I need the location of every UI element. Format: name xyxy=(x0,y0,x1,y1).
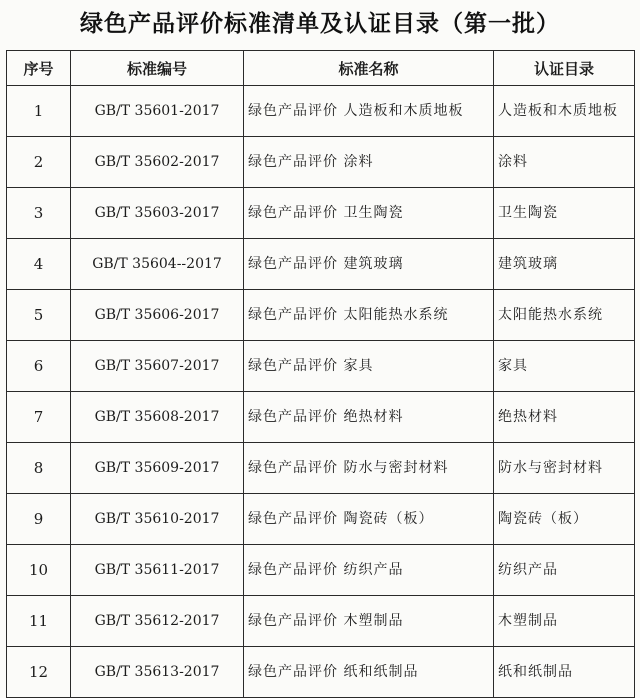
serial-no-cell: 2 xyxy=(7,137,71,188)
certification-catalog-cell: 纺织产品 xyxy=(494,545,635,596)
table-row xyxy=(7,341,635,392)
standard-name-cell: 绿色产品评价 建筑玻璃 xyxy=(244,239,494,290)
standard-code-cell: GB/T 35602-2017 xyxy=(71,137,244,188)
standard-code-cell: GB/T 35613-2017 xyxy=(71,647,244,698)
standard-code-cell: GB/T 35612-2017 xyxy=(71,596,244,647)
certification-catalog-cell: 涂料 xyxy=(494,137,635,188)
standard-code-cell: GB/T 35609-2017 xyxy=(71,443,244,494)
header-serial-no: 序号 xyxy=(7,51,71,86)
standard-code-cell: GB/T 35601-2017 xyxy=(71,86,244,137)
standard-name-cell: 绿色产品评价 防水与密封材料 xyxy=(244,443,494,494)
standard-code-cell: GB/T 35608-2017 xyxy=(71,392,244,443)
standard-name-cell: 绿色产品评价 涂料 xyxy=(244,137,494,188)
standard-name-cell: 绿色产品评价 陶瓷砖（板） xyxy=(244,494,494,545)
serial-no-cell: 8 xyxy=(7,443,71,494)
certification-catalog-cell: 卫生陶瓷 xyxy=(494,188,635,239)
standard-code-cell: GB/T 35610-2017 xyxy=(71,494,244,545)
serial-no-cell: 11 xyxy=(7,596,71,647)
serial-no-cell: 1 xyxy=(7,86,71,137)
serial-no-cell: 9 xyxy=(7,494,71,545)
certification-catalog-cell: 纸和纸制品 xyxy=(494,647,635,698)
standard-code-cell: GB/T 35607-2017 xyxy=(71,341,244,392)
table-row xyxy=(7,188,635,239)
standard-code-cell: GB/T 35604--2017 xyxy=(71,239,244,290)
standard-code-cell: GB/T 35611-2017 xyxy=(71,545,244,596)
table-row xyxy=(7,86,635,137)
table-row xyxy=(7,545,635,596)
standard-name-cell: 绿色产品评价 家具 xyxy=(244,341,494,392)
serial-no-cell: 7 xyxy=(7,392,71,443)
table-row xyxy=(7,494,635,545)
standard-name-cell: 绿色产品评价 纺织产品 xyxy=(244,545,494,596)
standard-name-cell: 绿色产品评价 卫生陶瓷 xyxy=(244,188,494,239)
certification-catalog-cell: 家具 xyxy=(494,341,635,392)
standards-table xyxy=(6,50,635,698)
document-title: 绿色产品评价标准清单及认证目录（第一批） xyxy=(80,10,560,37)
serial-no-cell: 6 xyxy=(7,341,71,392)
standard-name-cell: 绿色产品评价 木塑制品 xyxy=(244,596,494,647)
certification-catalog-cell: 太阳能热水系统 xyxy=(494,290,635,341)
certification-catalog-cell: 人造板和木质地板 xyxy=(494,86,635,137)
serial-no-cell: 5 xyxy=(7,290,71,341)
header-certification-catalog: 认证目录 xyxy=(494,51,635,86)
standard-code-cell: GB/T 35603-2017 xyxy=(71,188,244,239)
standard-name-cell: 绿色产品评价 绝热材料 xyxy=(244,392,494,443)
certification-catalog-cell: 建筑玻璃 xyxy=(494,239,635,290)
table-header-row xyxy=(7,51,635,86)
table-row xyxy=(7,596,635,647)
table-row xyxy=(7,137,635,188)
serial-no-cell: 12 xyxy=(7,647,71,698)
standard-code-cell: GB/T 35606-2017 xyxy=(71,290,244,341)
header-standard-code: 标准编号 xyxy=(71,51,244,86)
certification-catalog-cell: 绝热材料 xyxy=(494,392,635,443)
standard-name-cell: 绿色产品评价 太阳能热水系统 xyxy=(244,290,494,341)
certification-catalog-cell: 木塑制品 xyxy=(494,596,635,647)
serial-no-cell: 10 xyxy=(7,545,71,596)
table-row xyxy=(7,392,635,443)
table-row xyxy=(7,290,635,341)
standard-name-cell: 绿色产品评价 人造板和木质地板 xyxy=(244,86,494,137)
table-row xyxy=(7,443,635,494)
serial-no-cell: 3 xyxy=(7,188,71,239)
certification-catalog-cell: 防水与密封材料 xyxy=(494,443,635,494)
table-row xyxy=(7,647,635,698)
table-row xyxy=(7,239,635,290)
serial-no-cell: 4 xyxy=(7,239,71,290)
header-standard-name: 标准名称 xyxy=(244,51,494,86)
standard-name-cell: 绿色产品评价 纸和纸制品 xyxy=(244,647,494,698)
certification-catalog-cell: 陶瓷砖（板） xyxy=(494,494,635,545)
